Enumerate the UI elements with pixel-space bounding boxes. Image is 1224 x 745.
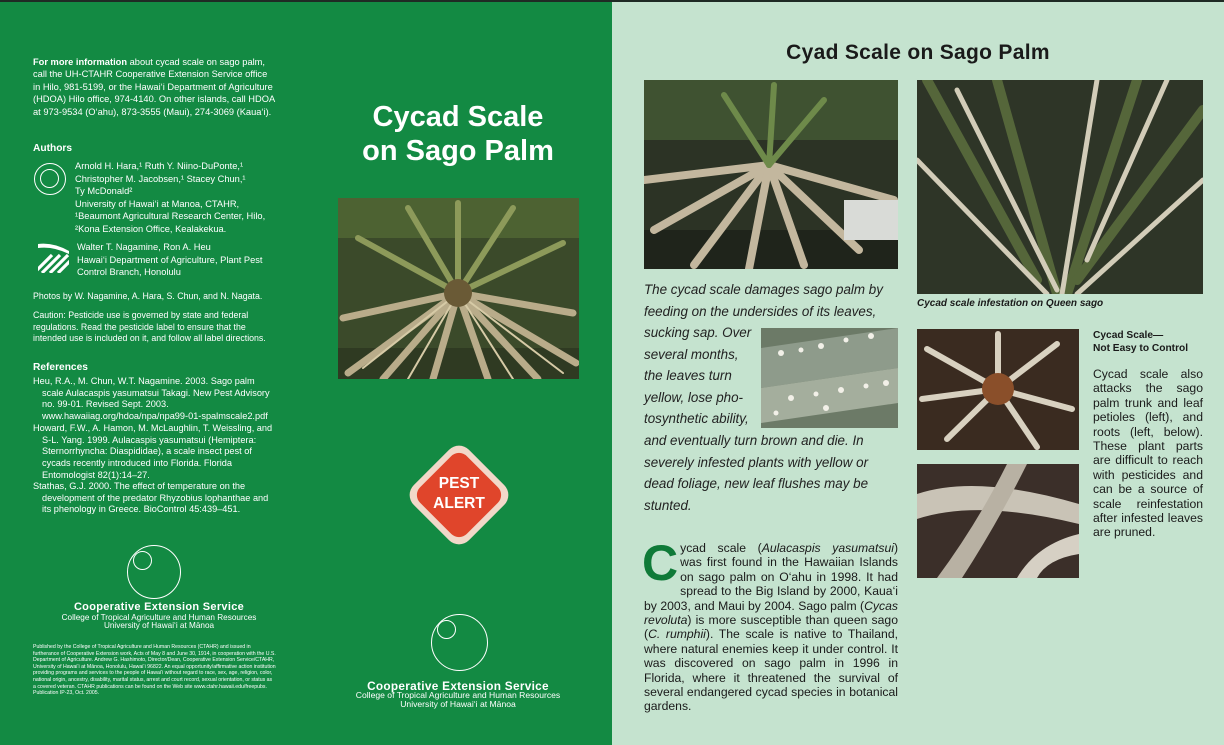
- contact-info: For more information about cycad scale on sago palm, call the UH-CTAHR Cooperative Extension Service office in Hilo, 981-5199, or the Hawai‘i Department of Agriculture (HDOA) Hilo office, 974-4140. On other islands, call HDOA at 973-9534 (O‘ahu), 873-3555 (Maui), 274-3069 (Kaua‘i).: [33, 57, 275, 117]
- cover-ces-college: College of Tropical Agriculture and Human Resources: [355, 690, 561, 700]
- cover-ces-title: Cooperative Extension Service: [367, 679, 549, 693]
- pest-alert-text: PEST ALERT: [433, 475, 485, 512]
- ces-title: Cooperative Extension Service: [73, 601, 245, 613]
- authors-group-ctahr: Arnold H. Hara,¹ Ruth Y. Niino-DuPonte,¹ Christopher M. Jacobsen,¹ Stacey Chun,¹ Ty McDonald² University of Hawai‘i at Manoa, CTAHR, ¹Beaumont Agricultural Research Center, Hilo, ²Kona Extension Office, Kealakekua.: [75, 161, 266, 234]
- references-heading: References: [33, 362, 88, 373]
- uh-seal-icon: [127, 545, 181, 599]
- uh-seal-icon: [431, 614, 488, 671]
- lead-wrap: sucking sap. Over several months, the leaves turn yellow, lose pho- tosynthetic ability,: [644, 325, 752, 427]
- cover-ces-university: University of Hawai‘i at Mānoa: [400, 699, 516, 709]
- reference-item: Stathas, G.J. 2000. The effect of temperature on the development of the predator Rhyzobius lophanthae and its phenology in Greece. BioControl 45:439–451.: [33, 481, 269, 515]
- body-paragraph: Cycad scale (Aulacaspis yasumatsui) was first found in the Hawaiian Islands on sago palm on O‘ahu in 1998. It had spread to the Big Island by 2000, Kaua‘i by 2003, and Maui by 2004. Sago palm (Cycas revoluta) is more susceptible than queen sago (C. rumphii). The scale is native to Thailand, where natural enemies keep it under control. It was discovered on sago palm in 1996 in Florida, where it threatened the survival of several endangered cycad species in botanical gardens.: [642, 535, 898, 714]
- publication-fine-print: Published by the College of Tropical Agriculture and Human Resources (CTAHR) and issued in furtherance of Cooperative Extension work, Acts of May 8 and June 30, 1914, in cooperation with the U.S. Department of Agriculture. Andrew G. Hashimoto, Director/Dean, Cooperative Extension Service/CTAHR, University of Hawai‘i at Mānoa, Honolulu, Hawai‘i 96822. An equal opportunity/affirmative action institution providing programs and services to the people of Hawai‘i without regard to race, sex, age, religion, color, national origin, ancestry, disability, marital status, arrest and court record, sexual orientation, or status as a covered veteran. CTAHR publications can be found on the Web site www.ctahr.hawaii.edu/freepubs. Publication IP-23, Oct. 2005.: [33, 644, 276, 697]
- lead-paragraph-end: and eventually turn brown and die. In severely infested plants with yellow or dead foliage, new leaf flushes may be stunted.: [644, 433, 869, 513]
- root-infestation-photo: [917, 464, 1079, 578]
- queen-sago-photo: [917, 80, 1203, 294]
- queen-sago-caption: Cycad scale infestation on Queen sago: [917, 298, 1104, 309]
- drop-cap: C: [642, 535, 679, 591]
- ces-university: University of Hawai‘i at Mānoa: [103, 621, 215, 630]
- page-title: Cyad Scale on Sago Palm: [786, 41, 1050, 64]
- lead-paragraph: The cycad scale damages sago palm by feeding on the undersides of its leaves,: [644, 282, 883, 319]
- scale-closeup-photo: [761, 328, 898, 428]
- reference-item: Heu, R.A., M. Chun, W.T. Nagamine. 2003. Sago palm scale Aulacaspis yasumatsui Takagi. New Pest Advisory no. 99-01. Revised Sept. 2003. www.hawaiiag.org/hdoa/npa/npa99-01-spalmscale2.pdf: [33, 376, 270, 422]
- ces-college: College of Tropical Agriculture and Human Resources: [61, 613, 257, 622]
- cover-title: Cycad Scale on Sago Palm: [362, 101, 554, 167]
- hdoa-logo-icon: [38, 242, 69, 273]
- sago-palm-photo: [338, 198, 579, 379]
- photo-credits: Photos by W. Nagamine, A. Hara, S. Chun, and N. Nagata.: [33, 291, 263, 301]
- authors-group-hdoa: Walter T. Nagamine, Ron A. Heu Hawai‘i Department of Agriculture, Plant Pest Control Branch, Honolulu: [77, 242, 263, 278]
- authors-heading: Authors: [33, 143, 73, 154]
- infested-sago-photo: [644, 80, 898, 269]
- sidebar-heading: Cycad Scale— Not Easy to Control: [1093, 330, 1189, 355]
- reference-item: Howard, F.W., A. Hamon, M. McLaughlin, T. Weissling, and S-L. Yang. 1999. Aulacaspis yasumatsui (Hemiptera: Sternorrhyncha: Diaspididae), a scale insect pest of cycads recently introduced into Florida. Florida Entomologist 82(1):14–27.: [33, 423, 273, 480]
- sidebar-text: Cycad scale also attacks the sago palm trunk and leaf petioles (left), and roots (left, below). These plant parts are difficult to reach with pesticides and can be a source of scale reinfestation after infested leaves are pruned.: [1093, 367, 1203, 540]
- trunk-infestation-photo: [917, 329, 1079, 450]
- caution-note: Caution: Pesticide use is governed by state and federal regulations. Read the pesticide label to ensure that the intended use is included on it, and follow all label directions.: [33, 310, 266, 343]
- uh-seal-icon: [34, 163, 66, 195]
